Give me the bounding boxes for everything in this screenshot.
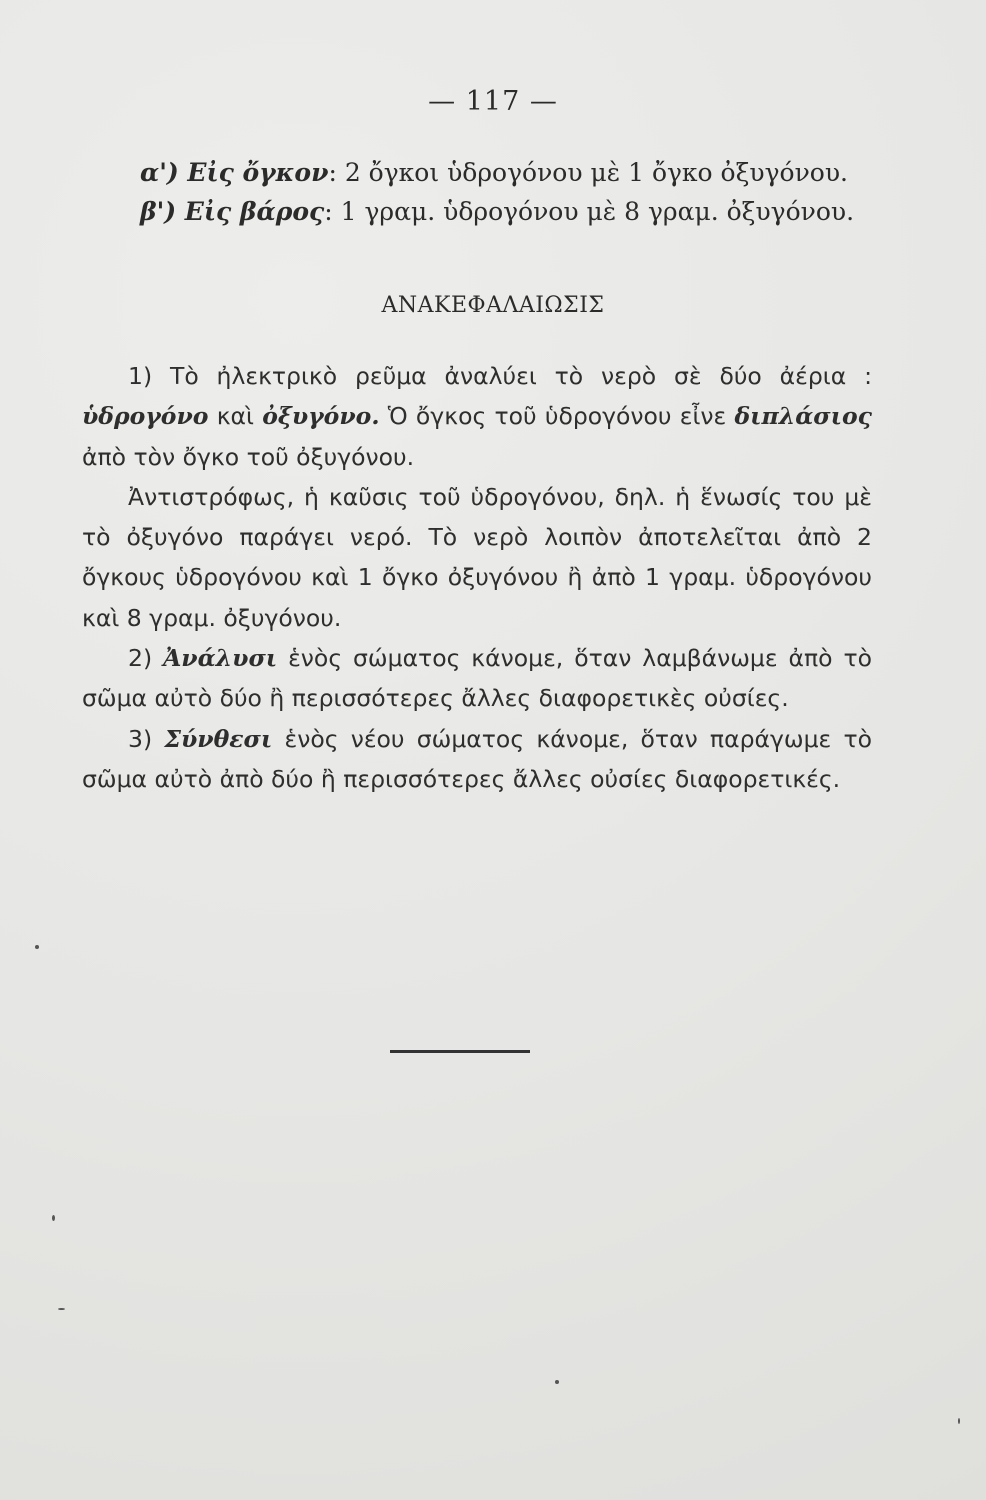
ratio-by-weight bbox=[140, 194, 900, 230]
emphasis-term: διπλάσιος bbox=[734, 402, 872, 431]
page-number: — 117 — bbox=[428, 86, 558, 117]
summary-heading: ΑΝΑΚΕΦΑΛΑΙΩΣΙΣ bbox=[381, 293, 605, 318]
summary-paragraph-2 bbox=[82, 638, 872, 719]
summary-paragraph-1b: Ἀντιστρόφως, ἡ καῦσις τοῦ ὑδρογόνου, δηλ. ἡ ἕνωσίς του μὲ τὸ ὀξυγόνο παράγει νερό. Τὸ νερὸ λοιπὸν ἀποτελεῖται ἀπὸ 2 ὄγκους ὑδρογόνου καὶ 1 ὄγκο ὀξυγόνου ἢ ἀπὸ 1 γραμ. ὑδρογόνου καὶ 8 γραμ. ὀξυγόνου. bbox=[82, 482, 872, 632]
text-run: ἑνὸς νέου σώματος κάνομε, ὅταν παράγωμε τὸ σῶμα αὐτὸ ἀπὸ δύο ἢ περισσότερες ἄλλες οὐσίες διαφορετικές. bbox=[82, 724, 872, 793]
paper-speck bbox=[958, 1418, 960, 1424]
ratio-text: : 2 ὄγκοι ὑδρογόνου μὲ 1 ὄγκο ὀξυγόνου. bbox=[328, 158, 848, 187]
emphasis-term: Σύνθεσι bbox=[164, 724, 273, 753]
summary-paragraph-1 bbox=[82, 356, 872, 477]
end-rule bbox=[390, 1050, 530, 1053]
paper-speck bbox=[52, 1215, 55, 1221]
item-number: 3) bbox=[128, 724, 165, 753]
ratio-by-volume bbox=[140, 155, 900, 191]
emphasis-term: ὑδρογόνο bbox=[82, 402, 209, 431]
text-run: 1) Τὸ ἠλεκτρικὸ ρεῦμα ἀναλύει τὸ νερὸ σὲ δύο ἀέρια : bbox=[128, 362, 872, 390]
text-run: ἑνὸς σώματος κάνομε, ὅταν λαμβάνωμε ἀπὸ τὸ σῶμα αὐτὸ δύο ἢ περισσότερες ἄλλες διαφορετικὲς οὐσίες. bbox=[82, 644, 873, 713]
summary-body bbox=[82, 356, 872, 799]
ratio-label: α') Εἰς ὄγκον bbox=[140, 158, 329, 187]
text-run: Ὁ ὄγκος τοῦ ὑδρογόνου εἶνε bbox=[379, 402, 735, 431]
emphasis-term: Ἀνάλυσι bbox=[163, 644, 278, 673]
ratio-text: : 1 γραμ. ὑδρογόνου μὲ 8 γραμ. ὀξυγόνου. bbox=[324, 197, 855, 226]
paper-speck bbox=[58, 1308, 65, 1310]
summary-paragraph-3 bbox=[82, 719, 872, 800]
text-run: ἀπὸ τὸν ὄγκο τοῦ ὀξυγόνου. bbox=[82, 442, 415, 471]
text-run: καὶ bbox=[208, 402, 263, 431]
item-number: 2) bbox=[128, 644, 164, 673]
emphasis-term: ὀξυγόνο. bbox=[262, 402, 380, 431]
paper-speck bbox=[555, 1380, 559, 1384]
ratio-label: β') Εἰς βάρος bbox=[140, 197, 325, 226]
paper-speck bbox=[35, 945, 39, 949]
